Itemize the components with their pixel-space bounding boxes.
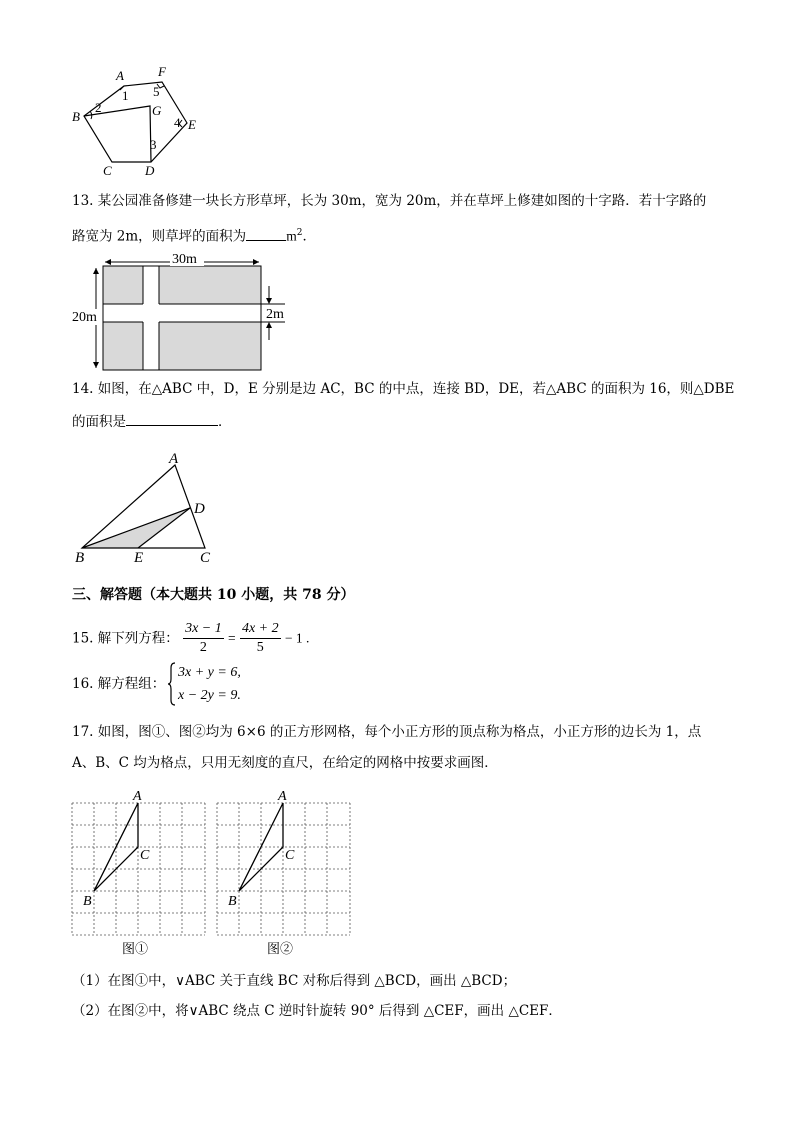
section-heading: 三、解答题（本大题共 10 小题，共 78 分）: [72, 587, 355, 603]
angle-4: 4: [174, 115, 181, 130]
hexagon-outline: [84, 82, 187, 162]
label-D: D: [145, 163, 155, 178]
label-C: C: [200, 550, 211, 566]
label-F: F: [158, 64, 166, 79]
q14-line2: [72, 411, 232, 432]
angle-5: 5: [153, 84, 160, 99]
label-C: C: [103, 163, 112, 178]
q13-line1: 13. 某公园准备修建一块长方形草坪，长为 30m，宽为 20m，并在草坪上修建如图的十字路．若十字路的: [72, 193, 707, 209]
brace-icon: [167, 662, 177, 706]
label-B: B: [72, 109, 80, 124]
label-G: G: [152, 103, 162, 118]
q17-part2: （2）在图②中，将∨ABC 绕点 C 逆时针旋转 90° 后得到 △CEF，画出 △CEF．: [72, 1003, 562, 1019]
q17-line1: 17. 如图，图①、图②均为 6×6 的正方形网格，每个小正方形的顶点称为格点，小正方形的边长为 1，点: [72, 724, 702, 740]
q17-line2: A、B、C 均为格点，只用无刻度的直尺，在给定的网格中按要求画图．: [72, 755, 498, 771]
q13-line2-text: 路宽为 2m，则草坪的面积为: [72, 228, 247, 245]
numerator-left: 3x − 1: [183, 620, 224, 639]
caption-1: 图①: [122, 941, 149, 956]
label-D: D: [194, 501, 205, 517]
label-A: A: [169, 451, 179, 467]
q15-tail: − 1 .: [284, 630, 310, 646]
grid-figure-2: [217, 786, 357, 961]
caption-2: 图②: [267, 941, 294, 956]
label-A: A: [116, 68, 124, 83]
label-B: B: [228, 894, 237, 909]
label-E: E: [188, 117, 196, 132]
q16-label: 16. 解方程组：: [72, 676, 166, 692]
answer-blank[interactable]: [246, 226, 286, 241]
grid-figure-1: [72, 786, 212, 961]
q14-line2-text: 的面积是: [72, 414, 126, 430]
label-A: A: [133, 789, 142, 804]
fraction-right: [240, 620, 281, 657]
equals-sign: =: [228, 630, 236, 646]
fraction-left: [183, 620, 224, 657]
numerator-right: 4x + 2: [240, 620, 281, 639]
equation-2: x − 2y = 9.: [178, 688, 241, 703]
denominator-right: 5: [256, 640, 264, 655]
q13-end: ．: [302, 228, 316, 245]
q17-part1: （1）在图①中，∨ABC 关于直线 BC 对称后得到 △BCD，画出 △BCD；: [72, 973, 517, 989]
q14-line1: 14. 如图，在△ABC 中，D，E 分别是边 AC，BC 的中点，连接 BD，DE，若△ABC 的面积为 16，则△DBE: [72, 381, 735, 397]
label-C: C: [285, 848, 295, 863]
lawn-figure: [70, 248, 300, 374]
q13-unit: m: [286, 228, 297, 244]
angle-2: 2: [95, 100, 102, 115]
label-B: B: [83, 894, 92, 909]
denominator-left: 2: [199, 640, 207, 655]
road-horizontal: [103, 304, 261, 322]
q14-end: ．: [218, 414, 232, 430]
angle-3: 3: [150, 137, 157, 152]
q15: [72, 620, 309, 657]
answer-blank[interactable]: [126, 411, 218, 426]
angle-1: 1: [122, 88, 129, 103]
length-label: 30m: [172, 252, 197, 267]
triangle-figure: [70, 448, 230, 568]
hexagon-figure: [60, 60, 220, 180]
label-E: E: [134, 550, 144, 566]
road-width-label: 2m: [266, 307, 284, 322]
equation-1: 3x + y = 6,: [178, 665, 241, 680]
width-label: 20m: [72, 310, 97, 325]
label-A: A: [278, 789, 287, 804]
label-C: C: [140, 848, 150, 863]
q13-unit-sup: 2: [296, 228, 303, 238]
q13-line2: [72, 223, 316, 247]
q15-label: 15. 解下列方程：: [72, 630, 179, 647]
label-B: B: [75, 550, 85, 566]
